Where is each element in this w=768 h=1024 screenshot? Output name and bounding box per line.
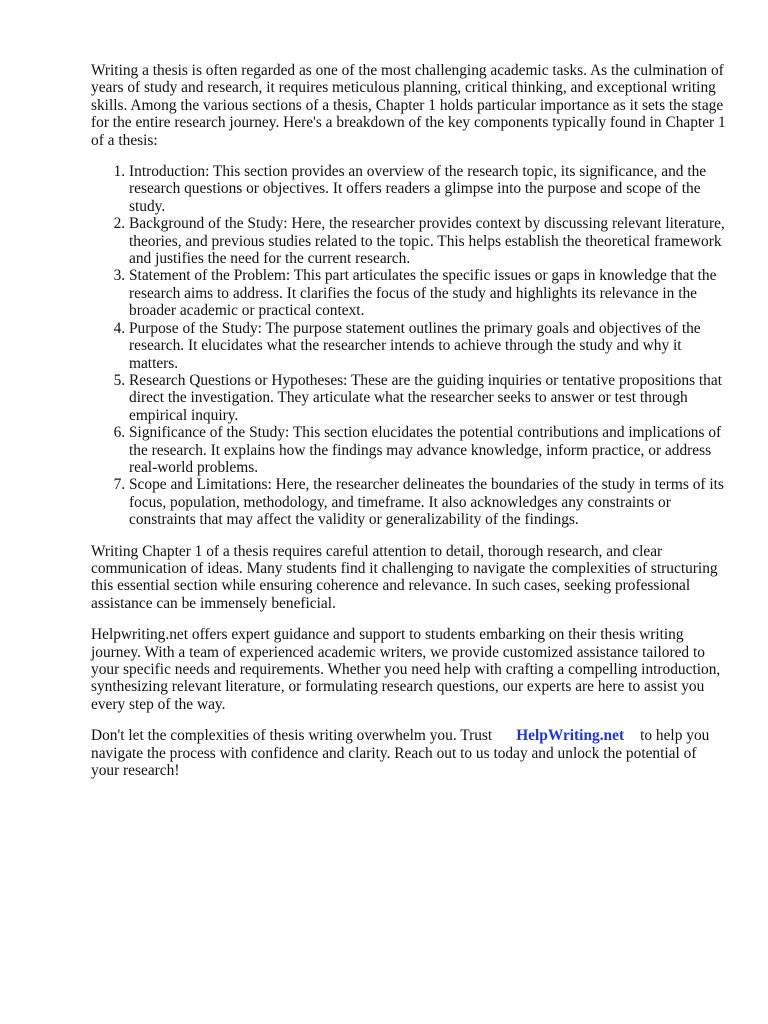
list-item: 6. Significance of the Study: This section elucidates the potential contributions and implications of the research. It explains how the findings may advance knowledge, inform practice, or address real-world problems.	[129, 424, 727, 476]
call-to-action-paragraph	[91, 727, 727, 779]
list-item: 4. Purpose of the Study: The purpose statement outlines the primary goals and objectives of the research. It elucidates what the researcher intends to achieve through the study and why it matters.	[129, 320, 727, 372]
cta-text-after: to help you navigate the process with confidence and clarity. Reach out to us today and unlock the potential of your research!	[91, 727, 710, 780]
list-item: 5. Research Questions or Hypotheses: These are the guiding inquiries or tentative propositions that direct the investigation. They articulate what the researcher seeks to answer or test through empirical inquiry.	[129, 372, 727, 424]
helpwriting-link[interactable]: HelpWriting.net	[516, 727, 625, 745]
chapter-one-paragraph: Writing Chapter 1 of a thesis requires careful attention to detail, thorough research, and clear communication of ideas. Many students find it challenging to navigate the complexities of structuring this essential section while ensuring coherence and relevance. In such cases, seeking professional assistance can be immensely beneficial.	[91, 542, 718, 612]
list-item: 7. Scope and Limitations: Here, the researcher delineates the boundaries of the study in terms of its focus, population, methodology, and timeframe. It also acknowledges any constraints or constraints that may affect the validity or generalizability of the findings.	[129, 476, 727, 528]
components-list	[91, 163, 727, 529]
list-item: 2. Background of the Study: Here, the researcher provides context by discussing relevant literature, theories, and previous studies related to the topic. This helps establish the theoretical framework and justifies the need for the current research.	[129, 215, 727, 267]
intro-paragraph: Writing a thesis is often regarded as one of the most challenging academic tasks. As the culmination of years of study and research, it requires meticulous planning, critical thinking, and exceptional writing skills. Among the various sections of a thesis, Chapter 1 holds particular importance as it sets the stage for the entire research journey. Here's a breakdown of the key components typically found in Chapter 1 of a thesis:	[91, 62, 726, 149]
cta-text-before: Don't let the complexities of thesis writing overwhelm you. Trust	[91, 727, 493, 745]
helpwriting-paragraph: Helpwriting.net offers expert guidance and support to students embarking on their thesis writing journey. With a team of experienced academic writers, we provide customized assistance tailored to your specific needs and requirements. Whether you need help with crafting a compelling introduction, synthesizing relevant literature, or formulating research questions, our experts are here to assist you every step of the way.	[91, 626, 721, 713]
list-item: 3. Statement of the Problem: This part articulates the specific issues or gaps in knowledge that the research aims to address. It clarifies the focus of the study and highlights its relevance in the broader academic or practical context.	[129, 267, 727, 319]
document-page	[91, 62, 727, 793]
list-item: 1. Introduction: This section provides an overview of the research topic, its significance, and the research questions or objectives. It offers readers a glimpse into the purpose and scope of the study.	[129, 163, 727, 215]
